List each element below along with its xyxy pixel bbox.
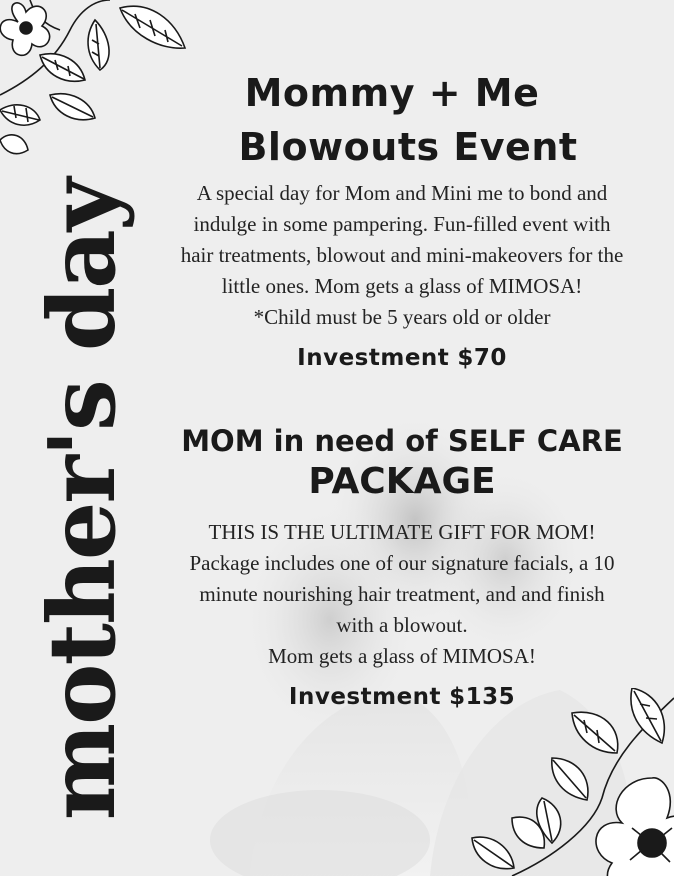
event2-investment-price: $135	[449, 684, 516, 710]
event2-description	[140, 517, 664, 672]
event2-description-line: minute nourishing hair treatment, and and finish	[199, 582, 605, 606]
event1-description-line: little ones. Mom gets a glass of MIMOSA!	[221, 274, 583, 298]
event2-investment	[140, 684, 664, 710]
event1-description-line: *Child must be 5 years old or older	[253, 305, 551, 329]
event1-title-line1: Mommy + Me	[244, 71, 540, 115]
event2-description-line: THIS IS THE ULTIMATE GIFT FOR MOM!	[208, 520, 596, 544]
event2-description-line: Mom gets a glass of MIMOSA!	[268, 644, 536, 668]
event1-investment-label: Investment	[297, 345, 450, 371]
event1-title	[140, 66, 664, 174]
main-content	[140, 66, 664, 710]
event1-description-line: A special day for Mom and Mini me to bond and	[196, 181, 608, 205]
side-title: mother's day	[28, 179, 136, 821]
event1-title-line2: Blowouts Event	[238, 125, 578, 169]
event1-description-line: hair treatments, blowout and mini-makeovers for the	[180, 243, 624, 267]
event1-investment-price: $70	[457, 345, 507, 371]
floral-corner-bottom-right-icon	[452, 688, 674, 876]
event1-description-line: indulge in some pampering. Fun-filled event with	[193, 212, 611, 236]
event2-title-line1: MOM in need of SELF CARE	[181, 424, 623, 458]
event2-investment-label: Investment	[288, 684, 442, 710]
event2-title-line2: PACKAGE	[308, 461, 496, 502]
event2-description-line: with a blowout.	[336, 613, 468, 637]
event1-description	[140, 178, 664, 333]
event1-investment	[140, 345, 664, 371]
event2-description-line: Package includes one of our signature facials, a 10	[189, 551, 615, 575]
